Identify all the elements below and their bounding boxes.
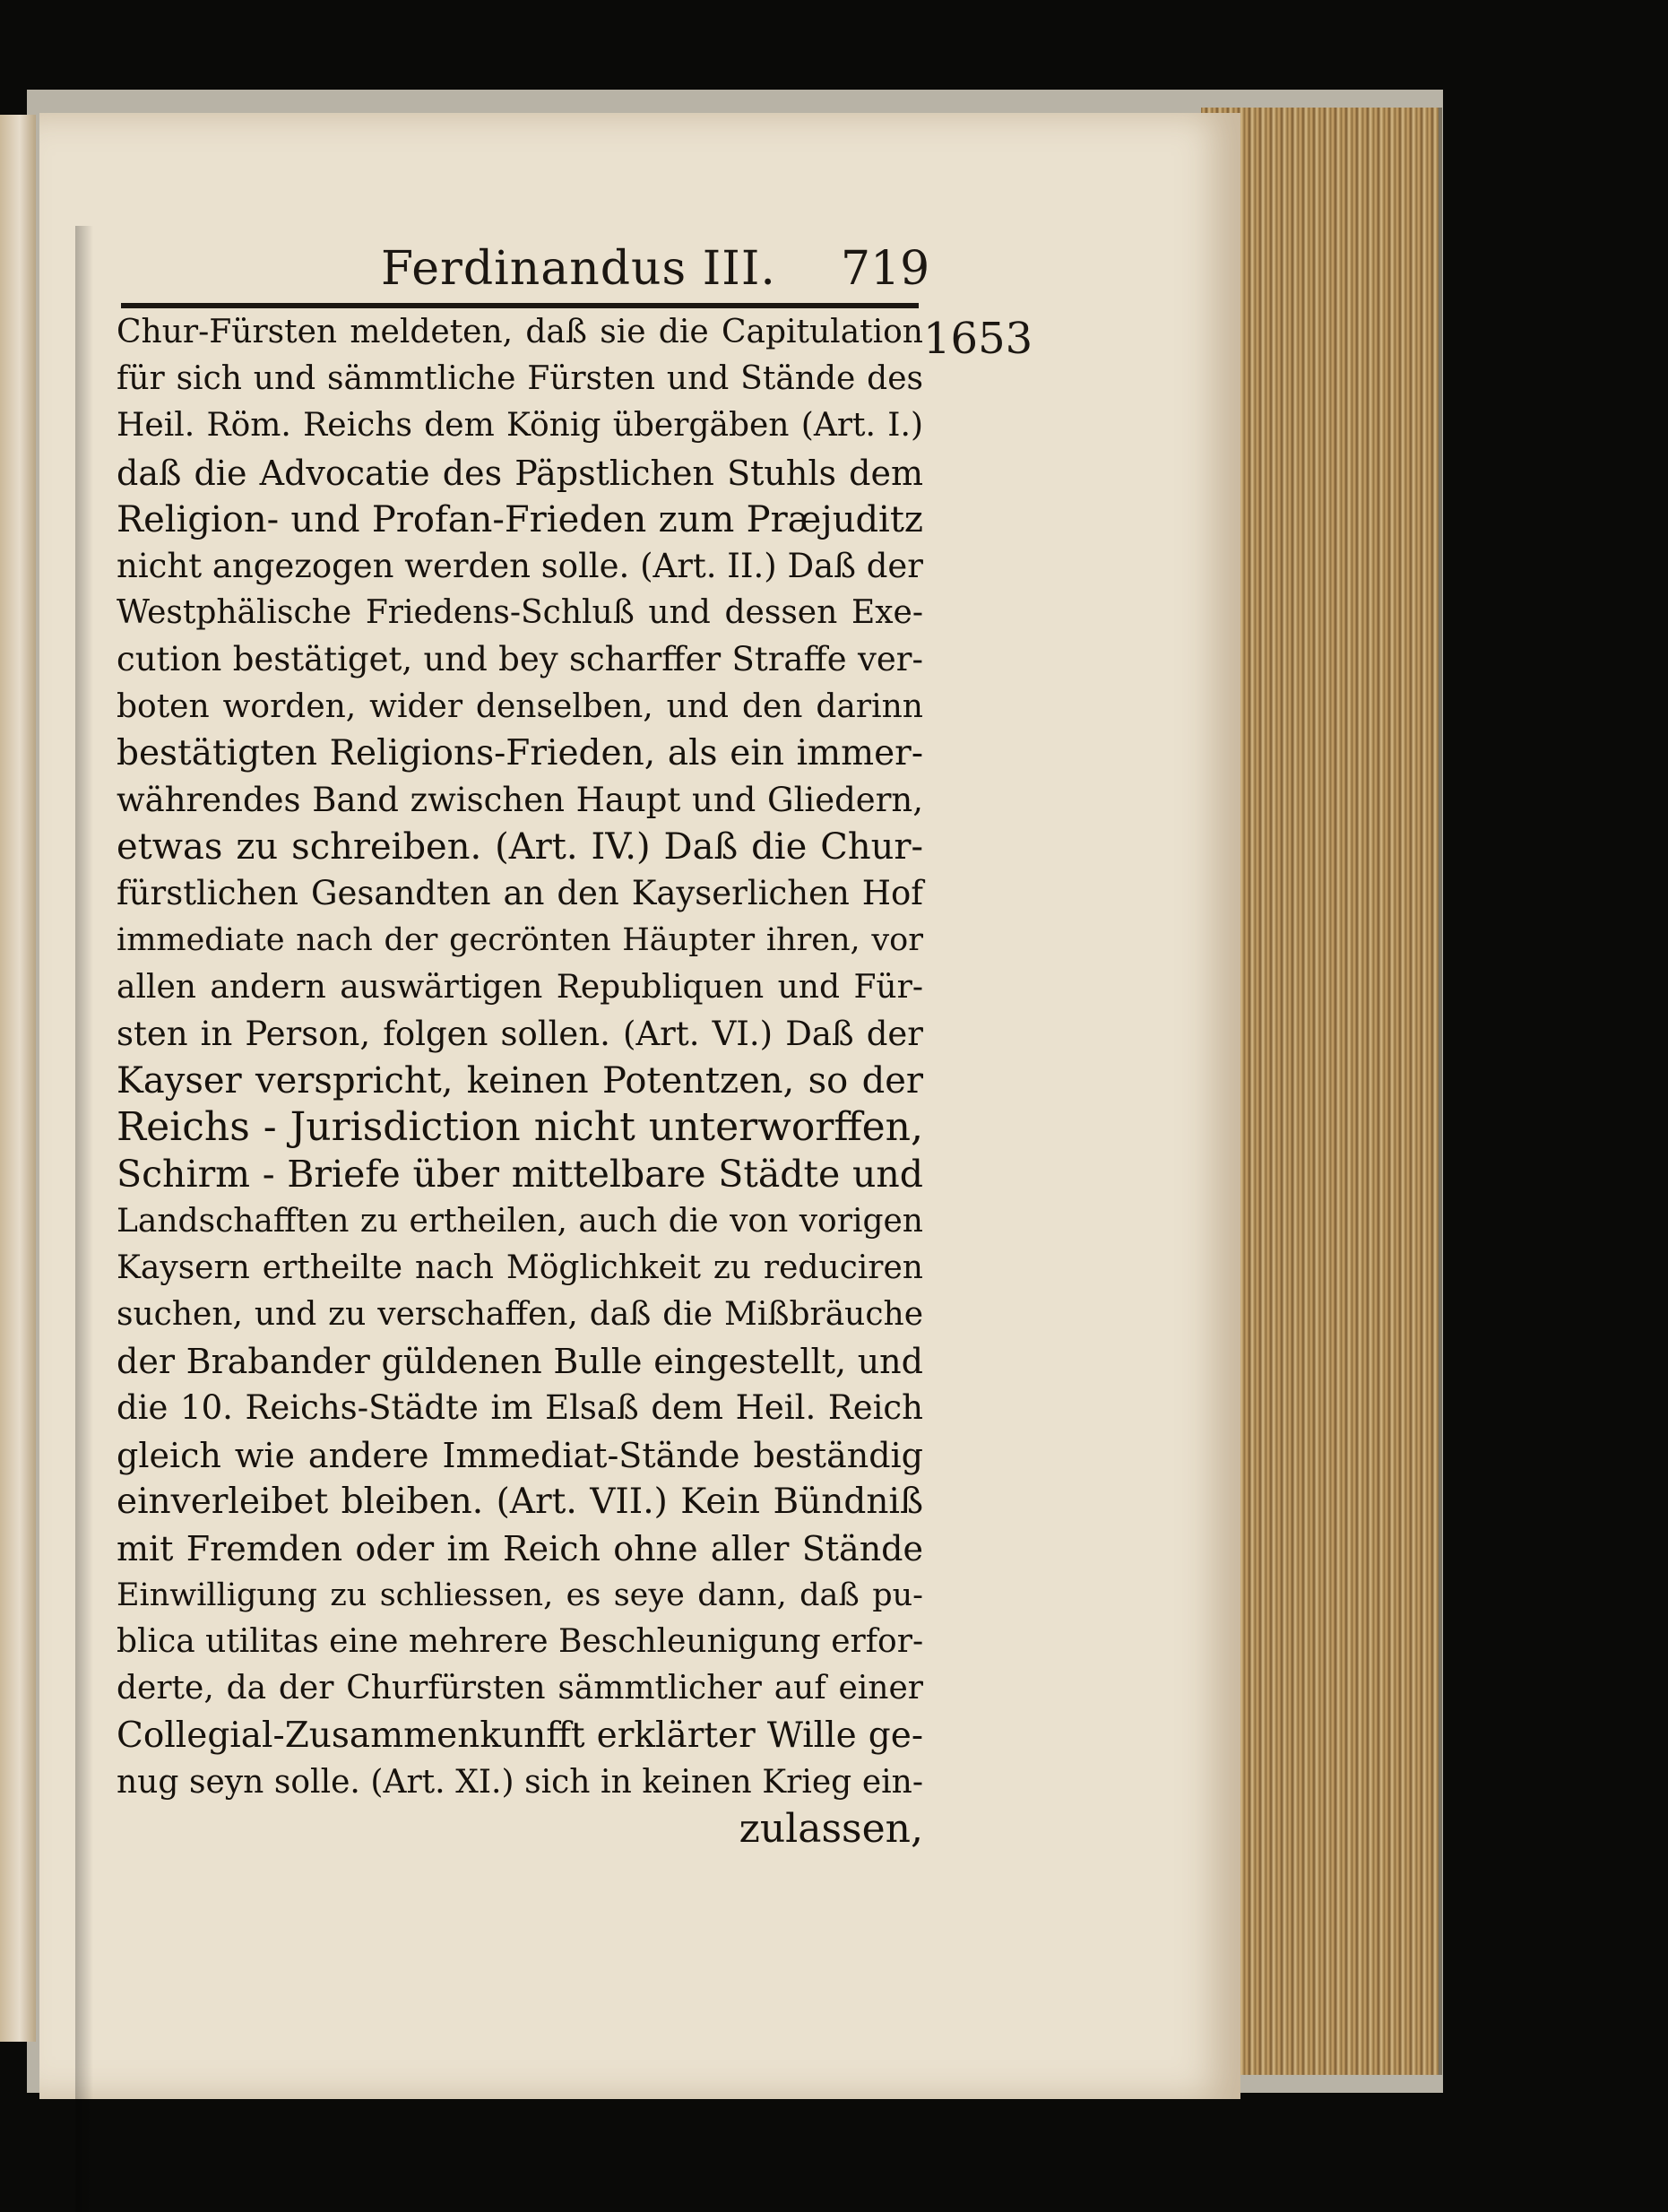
text-line: immediate nach der gecrönten Häupter ihren, vor [117,922,923,959]
text-line: Collegial-Zusammenkunfft erklärter Wille ge- [117,1715,923,1756]
text-line: Reichs - Jurisdiction nicht unterworffen, [117,1104,923,1151]
header-rule [121,303,919,308]
text-line: allen andern auswärtigen Republiquen und Für- [117,968,923,1006]
text-line: derte, da der Churfürsten sämmtlicher auf einer [117,1670,923,1707]
text-line: fürstlichen Gesandten an den Kayserlichen Hof [117,874,923,913]
text-line: Religion- und Profan-Frieden zum Præjuditz [117,498,923,540]
text-line: bestätigten Religions-Frieden, als ein immer- [117,732,923,773]
text-line: boten worden, wider denselben, und den darinn [117,687,923,725]
text-line: Heil. Röm. Reichs dem König übergäben (Art. I.) [117,407,923,445]
text-line: Kaysern ertheilte nach Möglichkeit zu reduciren [117,1249,923,1286]
text-line: der Brabander güldenen Bulle eingestellt, und [117,1342,923,1382]
text-line: etwas zu schreiben. (Art. IV.) Daß die Chur- [117,826,923,868]
text-line: nug seyn solle. (Art. XI.) sich in keinen Krieg ein- [117,1763,923,1801]
text-line: einverleibet bleiben. (Art. VII.) Kein Bündniß [117,1481,923,1522]
text-line: blica utilitas eine mehrere Beschleunigung erfor- [117,1623,924,1661]
text-line: sten in Person, folgen sollen. (Art. VI.) Daß der [117,1014,923,1053]
gutter-shadow [75,226,93,2212]
text-line: Chur-Fürsten meldeten, daß sie die Capitulation [117,314,923,350]
text-line: währendes Band zwischen Haupt und Gliedern, [117,780,923,819]
text-line: nicht angezogen werden solle. (Art. II.) Daß der [117,546,923,585]
facing-page-edge [0,115,36,2042]
text-line: Westphälische Friedens-Schluß und dessen Exe- [117,594,923,632]
catchword: zulassen, [739,1806,923,1852]
text-line: die 10. Reichs-Städte im Elsaß dem Heil. Reich [117,1388,923,1428]
text-line: Landschafften zu ertheilen, auch die von vorigen [117,1202,923,1240]
body-text [117,309,923,1853]
text-line: Einwilligung zu schliessen, es seye dann, daß pu- [117,1577,923,1614]
page-number: 719 [841,242,930,296]
running-title: Ferdinandus III. [381,242,776,296]
text-line: mit Fremden oder im Reich ohne aller Stände [117,1528,923,1568]
text-line: cution bestätiget, und bey scharffer Straffe ver- [117,640,923,679]
text-line: gleich wie andere Immediat-Stände beständig [117,1435,923,1475]
text-line: suchen, und zu verschaffen, daß die Mißbräuche [117,1295,923,1333]
text-line: für sich und sämmtliche Fürsten und Stände des [117,360,923,398]
margin-year: 1653 [923,314,1033,364]
text-line: Schirm - Briefe über mittelbare Städte und [117,1153,923,1197]
text-line: Kayser verspricht, keinen Potentzen, so der [117,1060,923,1102]
text-line: daß die Advocatie des Päpstlichen Stuhls dem [117,453,923,493]
